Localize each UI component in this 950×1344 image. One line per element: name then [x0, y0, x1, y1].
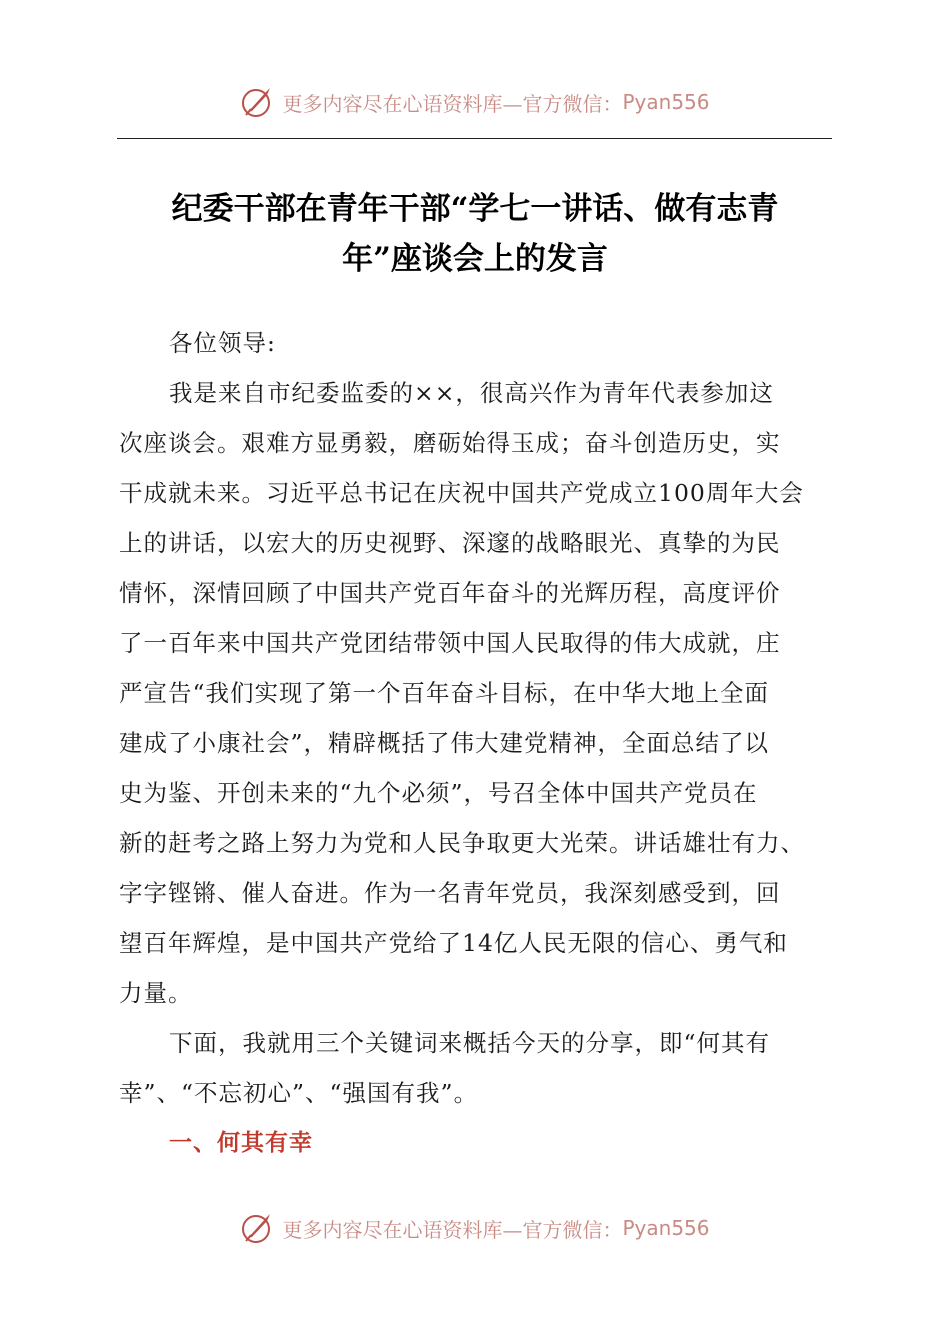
- document-body: [119, 318, 837, 1168]
- paragraph-2: [119, 1018, 837, 1118]
- title-line: 年”座谈会上的发言: [342, 241, 608, 277]
- text-line: 严宣告“我们实现了第一个百年奋斗目标，在中华大地上全面: [119, 679, 770, 707]
- footer-watermark: [0, 1208, 950, 1248]
- text-line: 新的赶考之路上努力为党和人民争取更大光荣。讲话雄壮有力、: [119, 829, 805, 857]
- text-line: 下面，我就用三个关键词来概括今天的分享，即“何其有: [169, 1029, 771, 1057]
- salutation: 各位领导:: [169, 329, 276, 357]
- paragraph-1: [119, 368, 837, 1018]
- text-line: 建成了小康社会”，精辟概括了伟大建党精神，全面总结了以: [119, 729, 770, 757]
- text-line: 干成就未来。习近平总书记在庆祝中国共产党成立100周年大会: [119, 479, 804, 507]
- text-line: 情怀，深情回顾了中国共产党百年奋斗的光辉历程，高度评价: [119, 579, 781, 607]
- text-line: 史为鉴、开创未来的“九个必须”，号召全体中国共产党员在: [119, 779, 758, 807]
- document-title: [100, 184, 850, 284]
- text-line: 望百年辉煌，是中国共产党给了14亿人民无限的信心、勇气和: [119, 929, 788, 957]
- watermark-wechat-id: Pyan556: [622, 90, 710, 114]
- text-line: 字字铿锵、催人奋进。作为一名青年党员，我深刻感受到，回: [119, 879, 781, 907]
- title-line: 纪委干部在青年干部“学七一讲话、做有志青: [171, 191, 779, 227]
- text-line: 我是来自市纪委监委的××，很高兴作为青年代表参加这: [169, 379, 774, 407]
- text-line: 上的讲话，以宏大的历史视野、深邃的战略眼光、真挚的为民: [119, 529, 781, 557]
- header-divider: [117, 138, 832, 139]
- text-line: 力量。: [119, 979, 193, 1007]
- watermark-text: 更多内容尽在心语资料库—官方微信：: [282, 91, 623, 116]
- header-watermark: [0, 82, 950, 122]
- text-line: 次座谈会。艰难方显勇毅，磨砺始得玉成；奋斗创造历史，实: [119, 429, 781, 457]
- text-line: 了一百年来中国共产党团结带领中国人民取得的伟大成就，庄: [119, 629, 781, 657]
- watermark-text: 更多内容尽在心语资料库—官方微信：: [282, 1217, 623, 1242]
- quill-logo-icon: [240, 84, 276, 120]
- watermark-wechat-id: Pyan556: [622, 1216, 710, 1240]
- quill-logo-icon: [240, 1210, 276, 1246]
- section-heading: 一、何其有幸: [169, 1130, 313, 1156]
- text-line: 幸”、“不忘初心”、“强国有我”。: [119, 1079, 479, 1107]
